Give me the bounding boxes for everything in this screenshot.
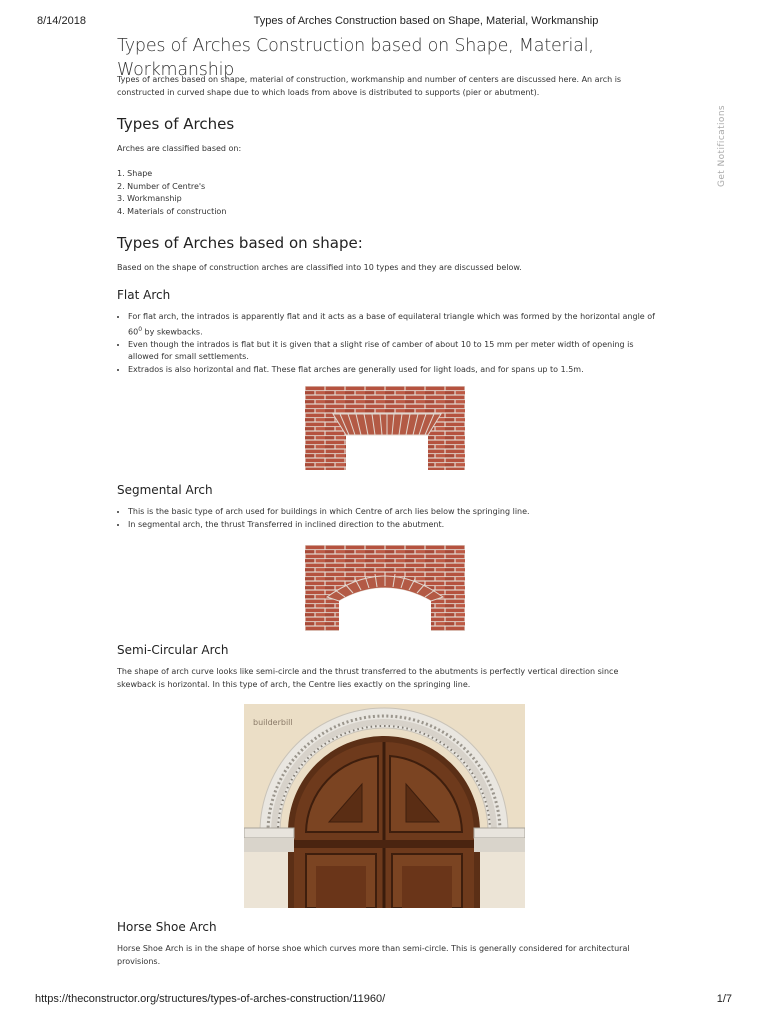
list-item: • For flat arch, the intrados is apparently flat and it acts as a base of equilateral triangle which was formed by the horizontal angle of $60^0$ by skewbacks. (128, 311, 658, 339)
page-title: Types of Arches Construction based on Shape, Material, Workmanship (117, 36, 594, 80)
types-text: Arches are classified based on: (117, 144, 242, 153)
degree-sup: 0 (138, 325, 143, 333)
list-item: 2. Number of Centre's (117, 181, 206, 191)
segmental-arch-heading: Segmental Arch (117, 483, 213, 497)
intro-paragraph: Types of arches based on shape, material of construction, workmanship and number of centers are discussed here. An arch is constructed in curved shape due to which loads from above is distributed to supports (pier or abutment). (117, 75, 622, 97)
flat-arch-bullets (117, 311, 658, 376)
horseshoe-text: Horse Shoe Arch is in the shape of horse shoe which curves more than semi-circle. This is generally considered for architectural provisions. (117, 944, 630, 966)
shape-text: Based on the shape of construction arches are classified into 10 types and they are discussed below. (117, 263, 522, 272)
semicircular-arch-photo (244, 704, 525, 908)
semicircular-arch-heading: Semi-Circular Arch (117, 643, 229, 657)
page-url: https://theconstructor.org/structures/types-of-arches-construction/11960/ (35, 993, 386, 1005)
segmental-arch-image (305, 545, 465, 631)
list-item: • Extrados is also horizontal and flat. These flat arches are generally used for light loads, and for spans up to 1.5m. (128, 364, 658, 377)
semicircular-text: The shape of arch curve looks like semi-circle and the thrust transferred to the abutments is perfectly vertical direction since skewback is horizontal. In this type of arch, the Centre lies exactly on the springing line. (117, 667, 619, 689)
types-list (117, 168, 226, 218)
segmental-arch-bullets (117, 506, 658, 531)
get-notifications-label: Get Notifications (717, 104, 727, 188)
list-item: • Even though the intrados is flat but it is given that a slight rise of camber of about 10 to 15 mm per meter width of opening is allowed for small settlements. (128, 339, 658, 364)
list-item: 3. Workmanship (117, 194, 182, 203)
print-header (0, 15, 768, 31)
get-notifications-button[interactable] (712, 104, 732, 188)
page-number: 1/7 (716, 993, 732, 1005)
list-item: 4. Materials of construction (117, 206, 227, 216)
print-date: 8/14/2018 (37, 15, 86, 27)
flat-arch-heading: Flat Arch (117, 288, 171, 302)
photo-watermark: builderbill (253, 718, 293, 727)
list-item: 1. Shape (117, 169, 153, 178)
flat-arch-image (305, 386, 465, 470)
shape-heading: Types of Arches based on shape: (117, 234, 363, 252)
print-title: Types of Arches Construction based on Shape, Material, Workmanship (253, 15, 599, 27)
types-heading: Types of Arches (117, 115, 235, 133)
list-item: • In segmental arch, the thrust Transferred in inclined direction to the abutment. (128, 519, 658, 532)
horseshoe-arch-heading: Horse Shoe Arch (117, 920, 217, 934)
list-item: • This is the basic type of arch used for buildings in which Centre of arch lies below the springing line. (128, 506, 658, 519)
